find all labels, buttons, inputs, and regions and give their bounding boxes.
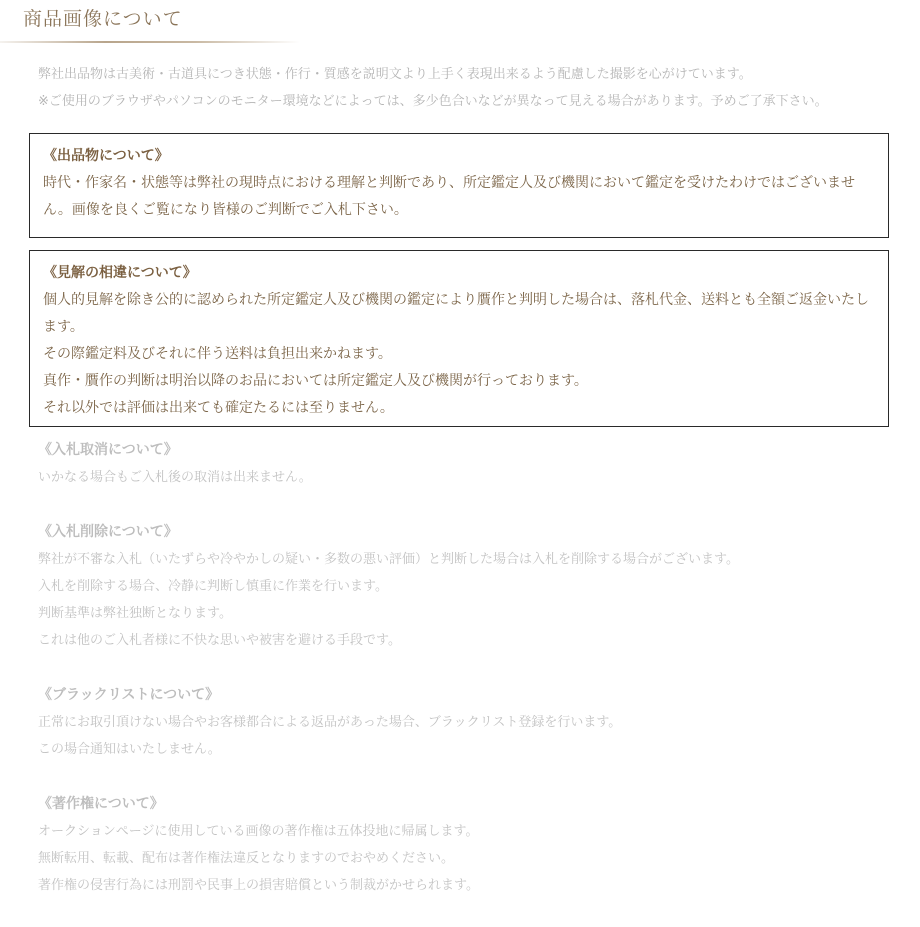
- policy-section-copyright: [38, 791, 908, 899]
- section-header: [0, 0, 300, 44]
- page-title: 商品画像について: [23, 8, 183, 30]
- notice-box-disagreement: [29, 250, 889, 427]
- section-text: いかなる場合もご入札後の取消は出来ません。: [38, 470, 312, 485]
- section-title: 《ブラックリストについて》: [38, 687, 220, 703]
- section-text: 正常にお取引頂けない場合やお客様都合による返品があった場合、ブラックリスト登録を行います。: [38, 715, 622, 730]
- header-underline: [0, 41, 300, 43]
- section-title: 《入札削除について》: [38, 524, 178, 540]
- policy-section-delete: [38, 519, 908, 654]
- section-text: これは他のご入札者様に不快な思いや被害を避ける手段です。: [38, 633, 401, 648]
- notice-text: その際鑑定料及びそれに伴う送料は負担出来かねます。: [43, 346, 392, 362]
- section-title: 《著作権について》: [38, 796, 164, 812]
- notice-text: それ以外では評価は出来ても確定たるには至りません。: [43, 400, 394, 416]
- notice-text: 個人的見解を除き公的に認められた所定鑑定人及び機関の鑑定により贋作と判明した場合は、落札代金、送料とも全額ご返金いたします。: [43, 292, 869, 335]
- section-text: 著作権の侵害行為には刑罰や民事上の損害賠償という制裁がかせられます。: [38, 878, 479, 893]
- policy-section-blacklist: [38, 682, 908, 763]
- section-text: この場合通知はいたしません。: [38, 742, 221, 757]
- section-text: 無断転用、転載、配布は著作権法違反となりますのでおやめください。: [38, 851, 455, 866]
- section-text: 弊社が不審な入札（いたずらや冷やかしの疑い・多数の悪い評価）と判断した場合は入札を削除する場合がございます。: [38, 552, 739, 567]
- notice-title: 《出品物について》: [43, 148, 169, 164]
- section-text: 判断基準は弊社独断となります。: [38, 606, 232, 621]
- section-text: 入札を削除する場合、冷静に判断し慎重に作業を行います。: [38, 579, 388, 594]
- notice-text: 時代・作家名・状態等は弊社の現時点における理解と判断であり、所定鑑定人及び機関において鑑定を受けたわけではございません。画像を良くご覧になり皆様のご判断でご入札下さい。: [43, 175, 855, 218]
- intro-text: [38, 61, 908, 115]
- section-title: 《入札取消について》: [38, 442, 178, 458]
- intro-line: ※ご使用のブラウザやパソコンのモニター環境などによっては、多少色合いなどが異なって見える場合があります。予めご了承下さい。: [38, 94, 828, 109]
- policy-sections: [38, 437, 908, 927]
- section-text: オークションページに使用している画像の著作権は五体投地に帰属します。: [38, 824, 479, 839]
- notice-box-listing: [29, 133, 889, 238]
- policy-section-cancel: [38, 437, 908, 491]
- notice-title: 《見解の相違について》: [43, 265, 197, 281]
- intro-line: 弊社出品物は古美術・古道具につき状態・作行・質感を説明文より上手く表現出来るよう配慮した撮影を心がけています。: [38, 67, 752, 82]
- notice-text: 真作・贋作の判断は明治以降のお品においては所定鑑定人及び機関が行っております。: [43, 373, 588, 389]
